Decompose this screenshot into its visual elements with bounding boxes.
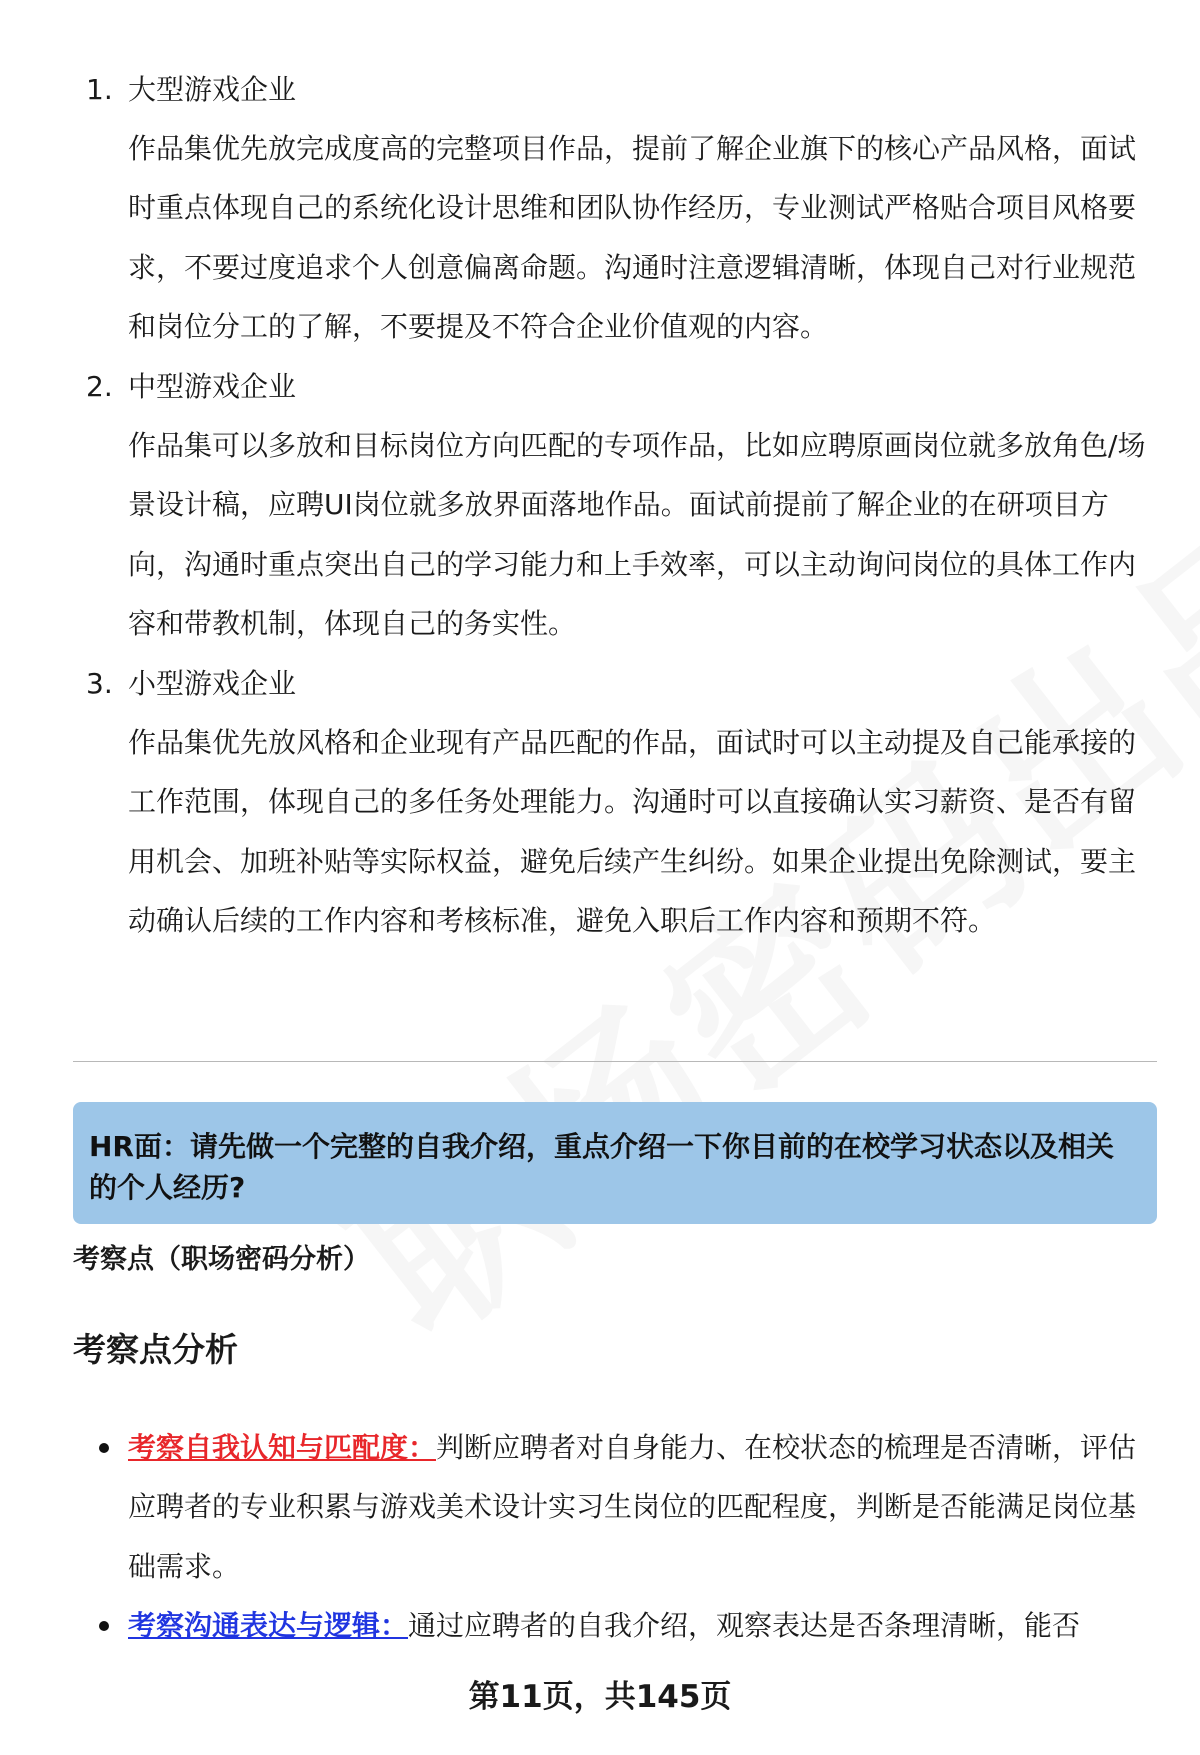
bullet-icon	[99, 1443, 109, 1453]
point-description: 判断应聘者对自身能力、在校状态的梳理是否清晰，评估应聘者的专业积累与游戏美术设计实习生岗位的匹配程度，判断是否能满足岗位基础需求。	[128, 1431, 1137, 1583]
list-item-body: 作品集优先放完成度高的完整项目作品，提前了解企业旗下的核心产品风格，面试时重点体现自己的系统化设计思维和团队协作经历，专业测试严格贴合项目风格要求，不要过度追求个人创意偏离命题。沟通时注意逻辑清晰，体现自己对行业规范和岗位分工的了解，不要提及不符合企业价值观的内容。	[128, 132, 1137, 343]
bullet-icon	[99, 1621, 109, 1631]
list-number: 2.	[86, 370, 113, 403]
section-title: 考察点分析	[73, 1330, 238, 1369]
list-item-title: 中型游戏企业	[128, 370, 297, 403]
point-keyword: 考察自我认知与匹配度：	[128, 1431, 437, 1464]
horizontal-divider	[73, 1061, 1157, 1062]
analysis-subheading: 考察点（职场密码分析）	[73, 1244, 370, 1275]
point-description: 通过应聘者的自我介绍，观察表达是否条理清晰，能否	[408, 1609, 1081, 1642]
page-footer: 第11页，共145页	[468, 1679, 732, 1715]
question-box	[73, 1102, 1157, 1224]
point-text	[128, 1418, 1158, 1596]
point-keyword: 考察沟通表达与逻辑：	[128, 1609, 409, 1642]
list-item-title: 小型游戏企业	[128, 667, 297, 700]
list-number: 1.	[86, 73, 113, 106]
question-text: HR面：请先做一个完整的自我介绍，重点介绍一下你目前的在校学习状态以及相关的个人经历?	[89, 1130, 1114, 1204]
point-text	[128, 1596, 1158, 1655]
list-item-body: 作品集优先放风格和企业现有产品匹配的作品，面试时可以主动提及自己能承接的工作范围，体现自己的多任务处理能力。沟通时可以直接确认实习薪资、是否有留用机会、加班补贴等实际权益，避免后续产生纠纷。如果企业提出免除测试，要主动确认后续的工作内容和考核标准，避免入职后工作内容和预期不符。	[128, 726, 1137, 937]
list-number: 3.	[86, 667, 113, 700]
list-item-title: 大型游戏企业	[128, 73, 297, 106]
list-item-body: 作品集可以多放和目标岗位方向匹配的专项作品，比如应聘原画岗位就多放角色/场景设计稿，应聘UI岗位就多放界面落地作品。面试前提前了解企业的在研项目方向，沟通时重点突出自己的学习能力和上手效率，可以主动询问岗位的具体工作内容和带教机制，体现自己的务实性。	[128, 429, 1146, 640]
